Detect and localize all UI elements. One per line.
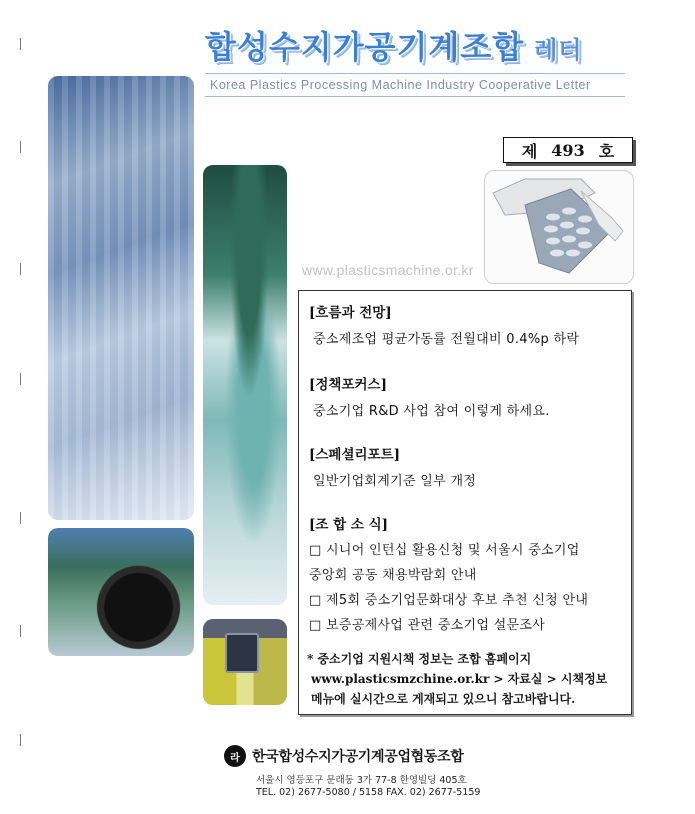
notice-line: * 중소기업 지원시책 정보는 조합 홈페이지 bbox=[307, 652, 532, 666]
section-special-report bbox=[309, 443, 476, 489]
issue-number: 493 bbox=[551, 140, 585, 160]
title-suffix: 레터 bbox=[534, 36, 583, 64]
margin-tick bbox=[20, 512, 21, 524]
website-watermark: www.plasticsmachine.or.kr bbox=[302, 262, 474, 278]
title-divider-bottom bbox=[205, 96, 625, 97]
issue-number-box bbox=[503, 137, 633, 163]
organization-logo-icon: 라 bbox=[224, 745, 246, 767]
title-divider-top bbox=[205, 73, 625, 74]
machinery-photo-tall bbox=[203, 165, 287, 605]
margin-tick bbox=[20, 734, 21, 746]
news-item: □ 보증공제사업 관련 중소기업 설문조사 bbox=[309, 618, 546, 633]
organization-block bbox=[224, 745, 464, 767]
homepage-notice bbox=[307, 649, 625, 709]
section-heading: [스페셜리포트] bbox=[309, 447, 401, 463]
section-heading: [흐름과 전망] bbox=[309, 305, 392, 321]
margin-tick bbox=[20, 625, 21, 637]
news-item-continued: 중앙회 공동 채용박람회 안내 bbox=[309, 568, 477, 583]
section-policy-focus bbox=[309, 373, 550, 419]
section-item: 중소기업 R&D 사업 참여 이렇게 하세요. bbox=[313, 404, 550, 419]
notice-line: 메뉴에 실시간으로 게재되고 있으니 참고바랍니다. bbox=[311, 692, 576, 706]
pipe-extrusion-photo bbox=[48, 528, 194, 656]
margin-tick bbox=[20, 263, 21, 275]
control-panel-photo bbox=[203, 619, 287, 705]
section-heading: [조 합 소 식] bbox=[309, 517, 389, 533]
plastic-phone-part-image bbox=[484, 170, 634, 284]
news-item: □ 제5회 중소기업문화대상 후보 추천 신청 안내 bbox=[309, 593, 589, 608]
section-trends bbox=[309, 301, 579, 347]
news-item: □ 시니어 인턴십 활용신청 및 서울시 중소기업 bbox=[309, 543, 580, 558]
section-item: 중소제조업 평균가동률 전월대비 0.4%p 하락 bbox=[313, 332, 580, 347]
organization-name: 한국합성수지가공기계공업협동조합 bbox=[252, 749, 464, 765]
margin-tick bbox=[20, 38, 21, 50]
issue-prefix: 제 bbox=[521, 141, 538, 161]
organization-contact: TEL. 02) 2677-5080 / 5158 FAX. 02) 2677-5159 bbox=[256, 787, 481, 798]
issue-suffix: 호 bbox=[598, 141, 615, 161]
organization-address: 서울시 영등포구 문래동 3가 77-8 한영빌딩 405호 bbox=[256, 775, 467, 786]
notice-url-line[interactable]: www.plasticsmzchine.or.kr > 자료실 > 시책정보 bbox=[311, 672, 608, 686]
margin-tick bbox=[20, 141, 21, 153]
contents-panel bbox=[298, 290, 632, 715]
phone-part-illustration bbox=[485, 171, 633, 283]
newsletter-subtitle: Korea Plastics Processing Machine Industry Cooperative Letter bbox=[210, 78, 591, 92]
machinery-photo-large bbox=[48, 76, 194, 520]
section-item: 일반기업회계기준 일부 개정 bbox=[313, 474, 477, 489]
margin-tick bbox=[20, 373, 21, 385]
newsletter-title bbox=[205, 22, 635, 66]
title-main: 합성수지가공기계조합 bbox=[205, 28, 525, 66]
section-heading: [정책포커스] bbox=[309, 377, 387, 393]
section-association-news bbox=[309, 513, 588, 633]
